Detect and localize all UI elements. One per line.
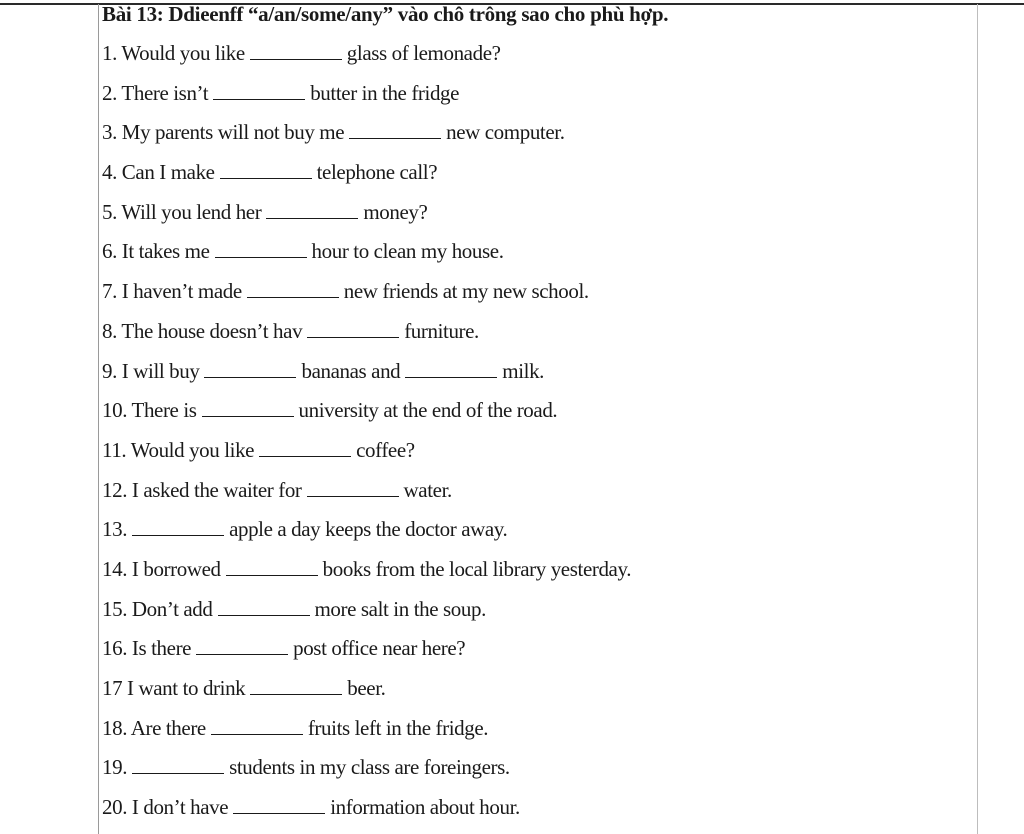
item-text-after: beer. [347,676,386,700]
answer-blank[interactable] [220,161,312,179]
answer-blank[interactable] [204,360,296,378]
answer-blank[interactable] [226,558,318,576]
item-text-middle: bananas and [301,358,401,383]
exercise-item [102,437,631,477]
answer-blank[interactable] [266,201,358,219]
right-margin-line [977,4,978,834]
item-text-before: 9. I will buy [102,358,200,383]
answer-blank[interactable] [307,479,399,497]
answer-blank[interactable] [250,42,342,60]
item-text-before: 18. Are there [102,715,206,740]
item-text-after: apple a day keeps the doctor away. [229,517,508,542]
item-text-before: 14. I borrowed [102,556,221,581]
answer-blank[interactable] [233,796,325,814]
item-text-after: butter in the fridge [310,80,460,105]
item-text-after: coffee? [356,437,415,462]
item-text-after: glass of lemonade? [346,41,501,65]
answer-blank[interactable] [250,677,342,695]
exercise-item [102,199,631,239]
exercise-item [102,119,631,159]
exercise-item [102,358,631,398]
item-text-before: 19. [102,755,128,780]
exercise-item [102,477,631,517]
exercise-item [102,635,631,675]
item-text-before: 12. I asked the waiter for [102,477,302,502]
item-text-after: more salt in the soup. [314,596,486,621]
answer-blank[interactable] [202,399,294,417]
exercise-item [102,318,631,358]
item-text-after: telephone call? [316,160,438,185]
exercise-item [102,238,631,278]
answer-blank[interactable] [405,360,497,378]
answer-blank[interactable] [215,240,307,258]
exercise-item [102,40,631,80]
answer-blank[interactable] [132,756,224,774]
item-text-before: 4. Can I make [102,160,215,185]
item-text-after: new friends at my new school. [343,279,589,304]
item-text-before: 17 I want to drink [102,676,246,700]
exercise-item [102,754,631,794]
exercise-list [102,40,631,834]
exercise-item [102,596,631,636]
item-text-after: books from the local library yesterday. [322,556,632,581]
item-text-after: water. [403,477,452,502]
exercise-item [102,516,631,556]
answer-blank[interactable] [349,121,441,139]
item-text-before: 20. I don’t have [102,795,229,820]
item-text-after: hour to clean my house. [311,239,504,264]
exercise-item [102,675,631,715]
answer-blank[interactable] [247,280,339,298]
item-text-before: 11. Would you like [102,437,255,462]
answer-blank[interactable] [213,82,305,100]
exercise-item [102,80,631,120]
exercise-item [102,794,631,834]
item-text-after: new computer. [446,120,565,145]
exercise-item [102,556,631,596]
exercise-item [102,715,631,755]
item-text-after: students in my class are foreingers. [229,755,510,780]
item-text-after: information about hour. [330,795,520,820]
exercise-title: Bài 13: Ddieenff “a/an/some/any” vào chô trông sao cho phù hợp. [102,2,669,26]
item-text-after: post office near here? [293,636,466,661]
item-text-before: 1. Would you like [102,41,245,65]
left-margin-line [98,4,99,834]
item-text-after: furniture. [404,318,479,343]
item-text-after: fruits left in the fridge. [307,715,489,740]
item-text-after: milk. [502,358,545,383]
item-text-after: university at the end of the road. [298,398,558,423]
answer-blank[interactable] [307,320,399,338]
item-text-before: 8. The house doesn’t hav [102,318,303,343]
exercise-item [102,397,631,437]
item-text-before: 16. Is there [102,636,192,661]
item-text-before: 2. There isn’t [102,80,209,105]
item-text-before: 6. It takes me [102,239,210,264]
answer-blank[interactable] [211,717,303,735]
exercise-item [102,159,631,199]
item-text-before: 10. There is [102,398,197,423]
exercise-item [102,278,631,318]
item-text-before: 3. My parents will not buy me [102,120,345,145]
answer-blank[interactable] [132,518,224,536]
answer-blank[interactable] [218,598,310,616]
answer-blank[interactable] [259,439,351,457]
item-text-before: 13. [102,517,128,542]
answer-blank[interactable] [196,637,288,655]
item-text-before: 5. Will you lend her [102,199,262,224]
item-text-before: 7. I haven’t made [102,279,242,304]
item-text-after: money? [363,199,428,224]
item-text-before: 15. Don’t add [102,596,213,621]
